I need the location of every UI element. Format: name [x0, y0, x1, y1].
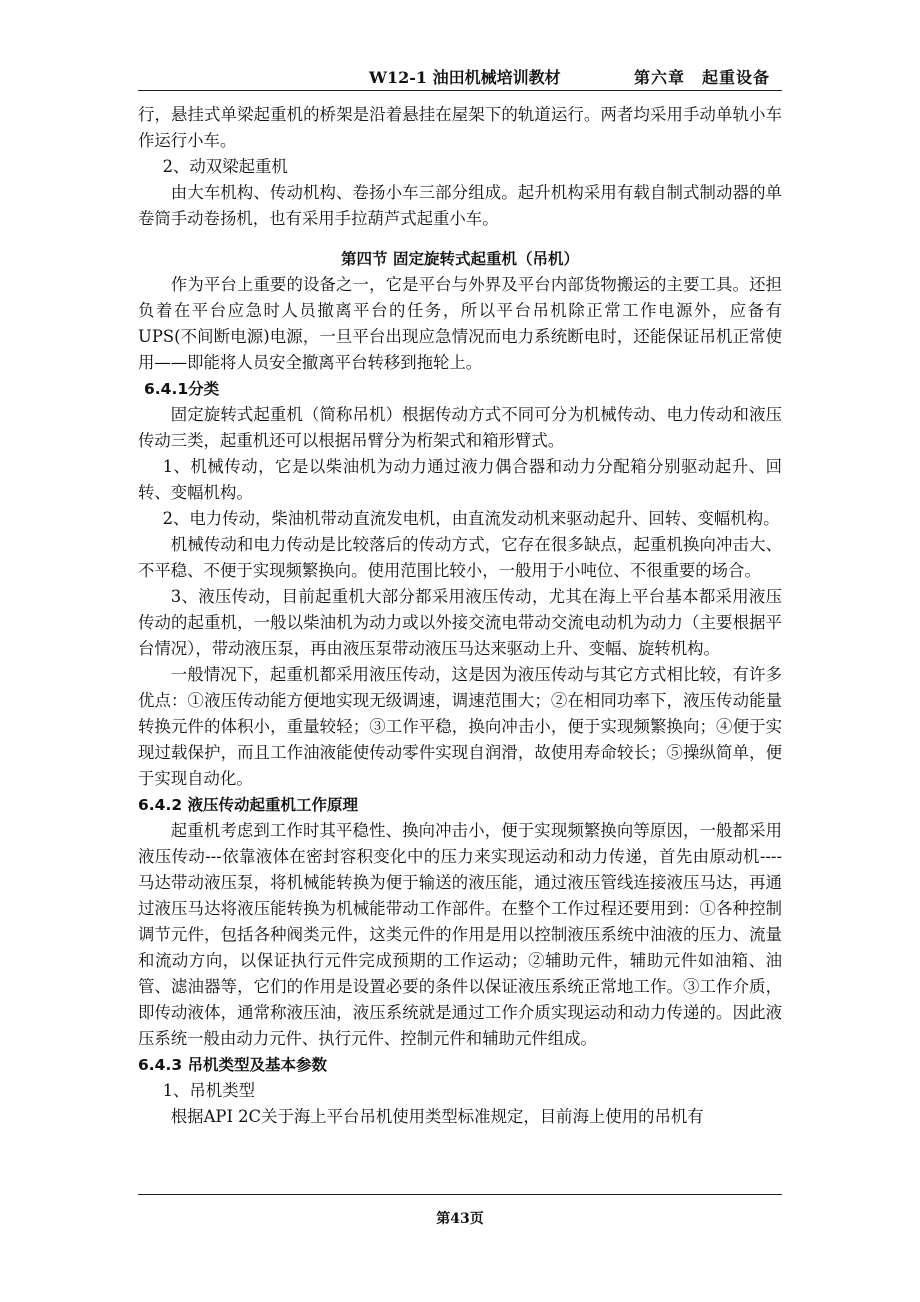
list-item-hydraulic: 3、液压传动，目前起重机大部分都采用液压传动，尤其在海上平台基本都采用液压传动的起重机，一般以柴油机为动力或以外接交流电带动交流电动机为动力（主要根据平台情况），带动液压泵，再由液压泵带动液压马达来驱动上升、变幅、旋转机构。	[138, 587, 782, 658]
document-title: W12-1 油田机械培训教材	[369, 68, 561, 87]
list-item-double-girder-crane: 2、动双梁起重机	[162, 157, 288, 176]
paragraph-intro: 作为平台上重要的设备之一，它是平台与外界及平台内部货物搬运的主要工具。还担负着在平台应急时人员撤离平台的任务，所以平台吊机除正常工作电源外，应备有UPS(不间断电源)电源，一旦平台出现应急情况而电力系统断电时，还能保证吊机正常使用——即能将人员安全撤离平台转移到拖轮上。	[138, 275, 782, 372]
subsection-heading-principle: 6.4.2 液压传动起重机工作原理	[138, 796, 359, 814]
paragraph-double-girder: 由大车机构、传动机构、卷扬小车三部分组成。起升机构采用有载自制式制动器的单卷筒手动卷扬机，也有采用手拉葫芦式起重小车。	[138, 183, 782, 228]
paragraph-principle: 起重机考虑到工作时其平稳性、换向冲击小，便于实现频繁换向等原因，一般都采用液压传动---依靠液体在密封容积变化中的压力来实现运动和动力传递，首先由原动机----马达带动液压泵，将机械能转换为便于输送的液压能，通过液压管线连接液压马达，再通过液压马达将液压能转换为机械能带动工作部件。在整个工作过程还要用到：①各种控制调节元件，包括各种阀类元件，这类元件的作用是用以控制液压系统中油液的压力、流量和流动方向，以保证执行元件完成预期的工作运动；②辅助元件，辅助元件如油箱、油管、滤油器等，它们的作用是设置必要的条件以保证液压系统正常地工作。③工作介质，即传动液体，通常称液压油，液压系统就是通过工作介质实现运动和动力传递的。因此液压系统一般由动力元件、执行元件、控制元件和辅助元件组成。	[138, 821, 782, 1048]
page-number: 第43页	[436, 1211, 484, 1227]
section-heading: 第四节 固定旋转式起重机（吊机）	[341, 250, 579, 268]
subsection-heading-classification: 6.4.1分类	[144, 380, 220, 398]
list-item-crane-types: 1、吊机类型	[162, 1081, 255, 1100]
paragraph-continuation: 行，悬挂式单梁起重机的桥架是沿着悬挂在屋架下的轨道运行。两者均采用手动单轨小车作运行小车。	[138, 105, 782, 150]
paragraph-advantages: 一般情况下，起重机都采用液压传动，这是因为液压传动与其它方式相比较，有许多优点：①液压传动能方便地实现无级调速，调速范围大；②在相同功率下，液压传动能量转换元件的体积小，重量较轻；③工作平稳，换向冲击小，便于实现频繁换向；④便于实现过载保护，而且工作油液能使传动零件实现自润滑，故使用寿命较长；⑤操纵简单，便于实现自动化。	[138, 665, 782, 788]
paragraph-classification: 固定旋转式起重机（简称吊机）根据传动方式不同可分为机械传动、电力传动和液压传动三类，起重机还可以根据吊臂分为桁架式和箱形臂式。	[138, 405, 782, 450]
list-item-electric: 2、电力传动，柴油机带动直流发电机，由直流发动机来驱动起升、回转、变幅机构。	[162, 509, 780, 528]
page-body	[138, 102, 782, 1130]
page-header	[138, 62, 782, 91]
footer-divider	[138, 1194, 782, 1195]
list-item-mechanical: 1、机械传动，它是以柴油机为动力通过液力偶合器和动力分配箱分别驱动起升、回转、变幅机构。	[138, 457, 782, 502]
paragraph-api-2c: 根据API 2C关于海上平台吊机使用类型标准规定，目前海上使用的吊机有	[170, 1107, 704, 1126]
chapter-title: 第六章 起重设备	[633, 68, 770, 87]
subsection-heading-types: 6.4.3 吊机类型及基本参数	[138, 1056, 328, 1074]
paragraph-drawbacks: 机械传动和电力传动是比较落后的传动方式，它存在很多缺点，起重机换向冲击大、不平稳、不便于实现频繁换向。使用范围比较小，一般用于小吨位、不很重要的场合。	[138, 535, 782, 580]
